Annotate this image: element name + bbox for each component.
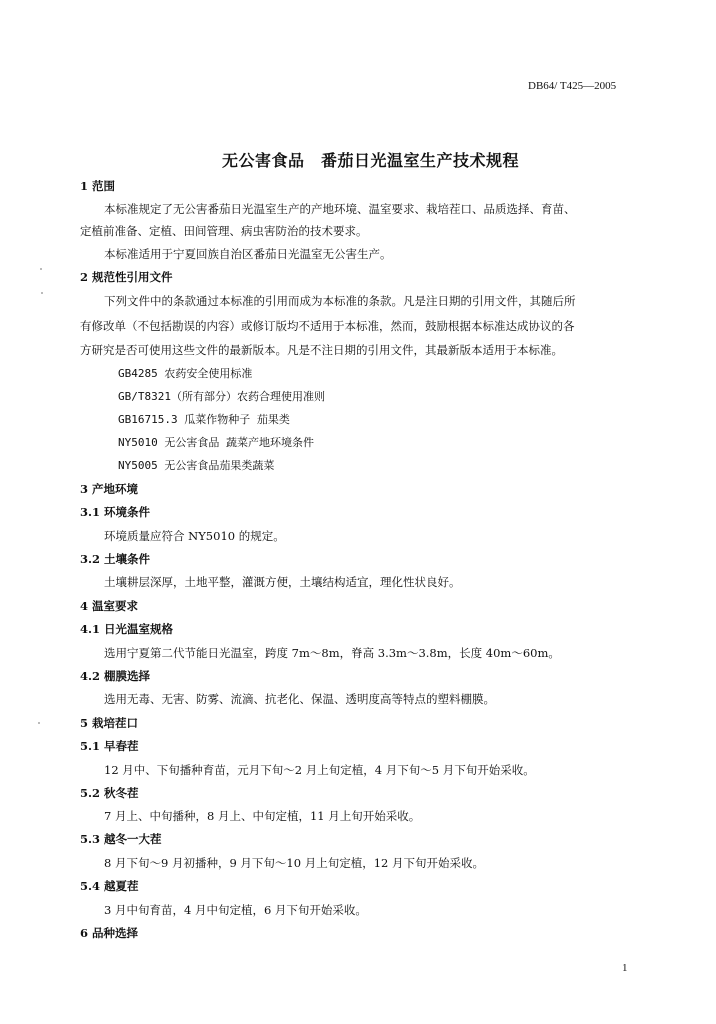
- reference-item: NY5005 无公害食品茄果类蔬菜: [118, 459, 275, 472]
- section-5-2-heading: 5.2 秋冬茬: [80, 786, 139, 800]
- section-5-heading: 5 栽培茬口: [80, 716, 139, 730]
- section-2-paragraph-line-1: 下列文件中的条款通过本标准的引用而成为本标准的条款。凡是注日期的引用文件，其随后所: [104, 294, 576, 308]
- section-5-3-text: 8 月下旬～9 月初播种，9 月下旬～10 月上旬定植，12 月下旬开始采收。: [104, 856, 484, 870]
- document-code: DB64/ T425—2005: [528, 80, 617, 92]
- section-4-2-heading: 4.2 棚膜选择: [80, 669, 151, 683]
- section-2-heading: 2 规范性引用文件: [80, 270, 173, 284]
- scan-speck: [38, 722, 40, 724]
- section-3-1-heading: 3.1 环境条件: [80, 505, 151, 519]
- section-2-paragraph-line-3: 方研究是否可使用这些文件的最新版本。凡是不注日期的引用文件，其最新版本适用于本标准。: [80, 343, 563, 357]
- scan-speck: [40, 268, 42, 270]
- reference-item: GB4285 农药安全使用标准: [118, 367, 253, 380]
- section-5-3-heading: 5.3 越冬一大茬: [80, 832, 162, 846]
- page-number: 1: [622, 962, 628, 974]
- section-1-paragraph-2: 本标准适用于宁夏回族自治区番茄日光温室无公害生产。: [104, 247, 392, 261]
- section-1-heading: 1 范围: [80, 179, 116, 193]
- reference-item: NY5010 无公害食品 蔬菜产地环境条件: [118, 436, 314, 449]
- section-3-heading: 3 产地环境: [80, 482, 139, 496]
- section-5-4-text: 3 月中旬育苗，4 月中旬定植，6 月下旬开始采收。: [104, 903, 367, 917]
- reference-item: GB16715.3 瓜菜作物种子 茄果类: [118, 413, 290, 426]
- section-1-paragraph-1-line-2: 定植前准备、定植、田间管理、病虫害防治的技术要求。: [80, 224, 368, 238]
- document-title: 无公害食品 番茄日光温室生产技术规程: [222, 151, 520, 170]
- section-4-heading: 4 温室要求: [80, 599, 139, 613]
- section-5-1-heading: 5.1 早春茬: [80, 739, 139, 753]
- section-3-2-heading: 3.2 土壤条件: [80, 552, 151, 566]
- section-5-1-text: 12 月中、下旬播种育苗，元月下旬～2 月上旬定植，4 月下旬～5 月下旬开始采收。: [104, 763, 535, 777]
- section-6-heading: 6 品种选择: [80, 926, 139, 940]
- section-4-1-heading: 4.1 日光温室规格: [80, 622, 174, 636]
- section-4-2-text: 选用无毒、无害、防雾、流滴、抗老化、保温、透明度高等特点的塑料棚膜。: [104, 692, 495, 706]
- section-5-2-text: 7 月上、中旬播种，8 月上、中旬定植，11 月上旬开始采收。: [104, 809, 421, 823]
- section-3-2-text: 土壤耕层深厚，土地平整，灌溉方便，土壤结构适宜，理化性状良好。: [104, 575, 461, 589]
- reference-item: GB/T8321（所有部分）农药合理使用准则: [118, 390, 325, 403]
- section-4-1-text: 选用宁夏第二代节能日光温室，跨度 7m～8m，脊高 3.3m～3.8m，长度 40m～60m。: [104, 646, 560, 660]
- section-2-paragraph-line-2: 有修改单（不包括勘误的内容）或修订版均不适用于本标准，然而，鼓励根据本标准达成协议的各: [80, 319, 575, 333]
- section-1-paragraph-1-line-1: 本标准规定了无公害番茄日光温室生产的产地环境、温室要求、栽培茬口、品质选择、育苗、: [104, 202, 576, 216]
- section-5-4-heading: 5.4 越夏茬: [80, 879, 139, 893]
- scan-speck: [41, 292, 43, 294]
- section-3-1-text: 环境质量应符合 NY5010 的规定。: [104, 529, 285, 543]
